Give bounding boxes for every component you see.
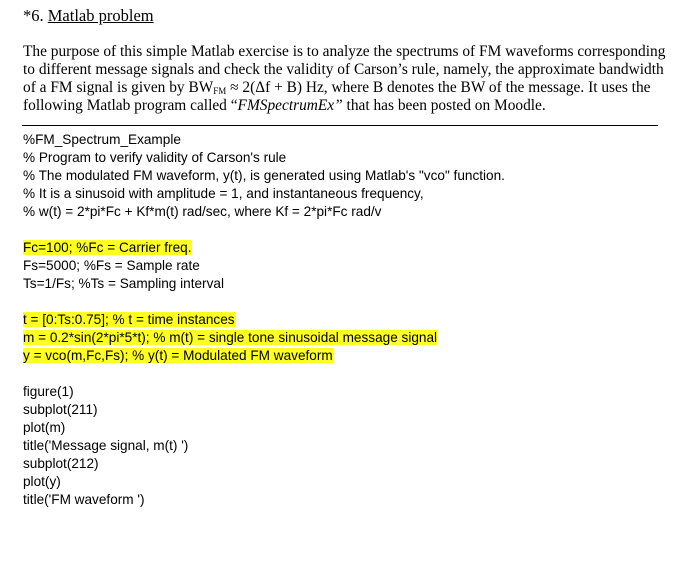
problem-number: *6. (23, 6, 44, 25)
code-line: % The modulated FM waveform, y(t), is generated using Matlab's "vco" function. (23, 168, 505, 183)
intro-text: of a FM signal is given by BW (23, 79, 214, 96)
problem-heading (23, 6, 154, 26)
code-signals-block (23, 311, 438, 365)
intro-line-formula (23, 79, 663, 97)
highlighted-code: Fc=100; %Fc = Carrier freq. (23, 240, 192, 255)
code-line: % w(t) = 2*pi*Fc + Kf*m(t) rad/sec, where Kf = 2*pi*Fc rad/v (23, 204, 382, 219)
code-line: plot(y) (23, 474, 61, 489)
code-params-block (23, 239, 224, 293)
intro-text: ≈ 2(Δf + B) Hz, where B denotes the BW of the message. It uses the (226, 79, 651, 96)
code-line: % Program to verify validity of Carson's rule (23, 150, 287, 165)
separator-line (22, 125, 658, 126)
code-line (23, 239, 224, 257)
bw-subscript: FM (213, 86, 227, 96)
highlighted-code: m = 0.2*sin(2*pi*5*t); % m(t) = single tone sinusoidal message signal (23, 330, 438, 345)
program-name: FMSpectrumEx” (237, 97, 343, 114)
intro-line (23, 97, 663, 115)
problem-title: Matlab problem (47, 6, 154, 25)
intro-paragraph (23, 43, 666, 115)
code-line: figure(1) (23, 384, 74, 399)
intro-line: The purpose of this simple Matlab exercise is to analyze the spectrums of FM waveforms corresponding (23, 43, 666, 60)
code-plot-block (23, 383, 188, 509)
code-line (23, 329, 438, 347)
highlighted-code: t = [0:Ts:0.75]; % t = time instances (23, 312, 235, 327)
intro-text: that has been posted on Moodle. (342, 97, 546, 114)
code-line: Fs=5000; %Fs = Sample rate (23, 258, 200, 273)
code-line: plot(m) (23, 420, 66, 435)
code-line: title('Message signal, m(t) ') (23, 438, 189, 453)
code-line: subplot(212) (23, 456, 99, 471)
code-line (23, 311, 438, 329)
code-line: %FM_Spectrum_Example (23, 132, 181, 147)
code-line: % It is a sinusoid with amplitude = 1, and instantaneous frequency, (23, 186, 424, 201)
code-comment-block (23, 131, 505, 221)
intro-text: following Matlab program called “ (23, 97, 238, 114)
code-line: Ts=1/Fs; %Ts = Sampling interval (23, 276, 224, 291)
code-line: title('FM waveform ') (23, 492, 145, 507)
code-line (23, 347, 438, 365)
code-line: subplot(211) (23, 402, 98, 417)
intro-line: to different message signals and check the validity of Carson’s rule, namely, the approximate bandwidth (23, 61, 664, 78)
highlighted-code: y = vco(m,Fc,Fs); % y(t) = Modulated FM waveform (23, 348, 333, 363)
